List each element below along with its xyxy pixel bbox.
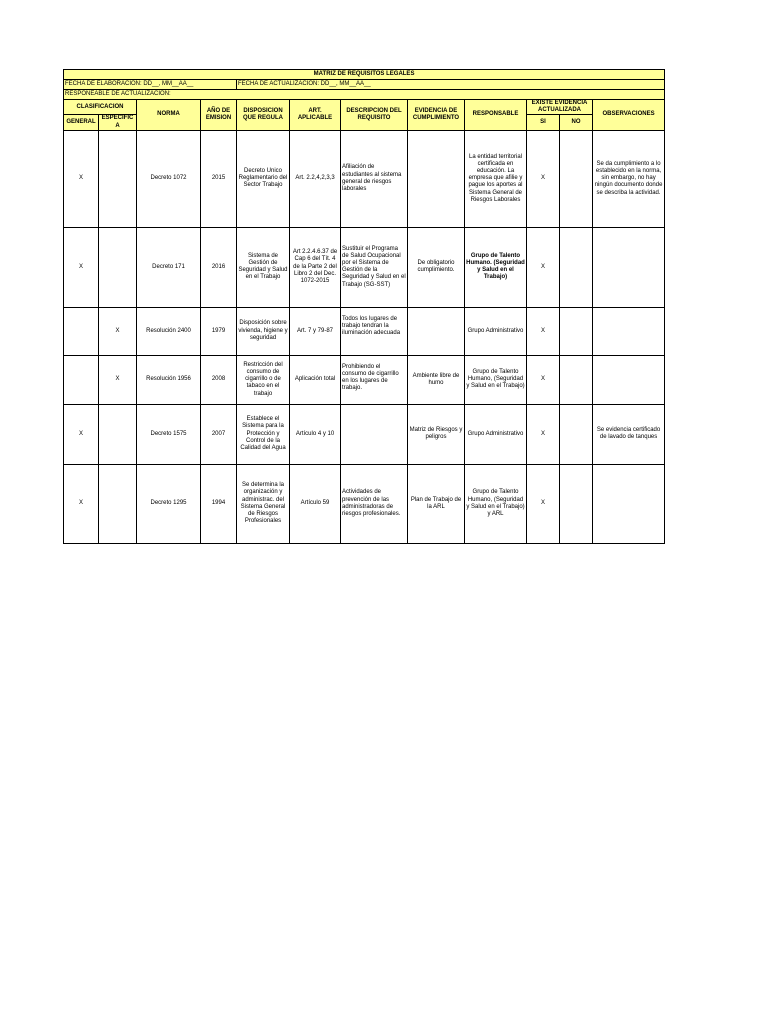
cell-evidencia: Plan de Trabajo de la ARL	[408, 464, 465, 543]
cell-disposicion: Se determina la organización y administrac. del Sistema General de Riesgos Profesionales	[237, 464, 290, 543]
cell-anio: 2015	[201, 130, 237, 227]
table-row	[64, 404, 665, 464]
cell-especifica	[99, 130, 137, 227]
cell-articulo: Aplicación total	[290, 355, 341, 404]
cell-general: X	[64, 464, 99, 543]
cell-disposicion: Sistema de Gestión de Seguridad y Salud en el Trabajo	[237, 227, 290, 307]
cell-responsable: Grupo Administrativo	[465, 404, 527, 464]
cell-si: X	[527, 404, 560, 464]
cell-especifica: X	[99, 307, 137, 355]
cell-observaciones: Se evidencia certificado de lavado de tanques	[593, 404, 665, 464]
header-responsable: RESPONSABLE	[465, 100, 527, 131]
cell-observaciones	[593, 464, 665, 543]
cell-anio: 2008	[201, 355, 237, 404]
cell-si: X	[527, 307, 560, 355]
cell-responsable: Grupo de Talento Humano, (Seguridad y Salud en el Trabajo)	[465, 355, 527, 404]
cell-si: X	[527, 227, 560, 307]
cell-observaciones: Se da cumplimiento a lo establecido en la norma, sin embargo, no hay ningún documento donde se describa la actividad.	[593, 130, 665, 227]
cell-especifica: X	[99, 355, 137, 404]
cell-general: X	[64, 227, 99, 307]
header-descripcion: DESCRIPCION DEL REQUISITO	[341, 100, 408, 131]
cell-observaciones	[593, 307, 665, 355]
cell-si: X	[527, 355, 560, 404]
cell-responsable: Grupo de Talento Humano, (Seguridad y Salud en el Trabajo) y ARL	[465, 464, 527, 543]
cell-evidencia	[408, 307, 465, 355]
cell-norma: Decreto 171	[137, 227, 201, 307]
cell-anio: 1979	[201, 307, 237, 355]
cell-no	[560, 464, 593, 543]
cell-evidencia	[408, 130, 465, 227]
cell-si: X	[527, 464, 560, 543]
cell-norma: Resolución 2400	[137, 307, 201, 355]
cell-general	[64, 355, 99, 404]
header-norma: NORMA	[137, 100, 201, 131]
header-articulo: ART. APLICABLE	[290, 100, 341, 131]
cell-no	[560, 227, 593, 307]
cell-general	[64, 307, 99, 355]
cell-no	[560, 355, 593, 404]
header-evidencia: EVIDENCIA DE CUMPLIMIENTO	[408, 100, 465, 131]
cell-descripcion	[341, 404, 408, 464]
fecha-actualizacion: FECHA DE ACTUALIZACION: DD__, MM__AA__	[237, 80, 665, 90]
cell-descripcion: Todos los lugares de trabajo tendran la iluminación adecuada	[341, 307, 408, 355]
header-existe-evidencia: EXISTE EVIDENCIA ACTUALIZADA	[527, 100, 593, 115]
cell-descripcion: Actividades de prevención de las administradoras de riesgos profesionales.	[341, 464, 408, 543]
cell-norma: Decreto 1072	[137, 130, 201, 227]
legal-requirements-matrix	[63, 69, 665, 544]
cell-norma: Decreto 1295	[137, 464, 201, 543]
table-row	[64, 130, 665, 227]
cell-articulo: Artículo 59	[290, 464, 341, 543]
cell-no	[560, 130, 593, 227]
cell-descripcion: Afiliación de estudiantes al sistema general de riesgos laborales	[341, 130, 408, 227]
cell-responsable: Grupo de Talento Humano. (Seguridad y Salud en el Trabajo)	[465, 227, 527, 307]
cell-general: X	[64, 404, 99, 464]
table-row	[64, 355, 665, 404]
cell-no	[560, 404, 593, 464]
cell-no	[560, 307, 593, 355]
cell-anio: 2016	[201, 227, 237, 307]
cell-observaciones	[593, 355, 665, 404]
header-clasificacion: CLASIFICACION	[64, 100, 137, 115]
cell-observaciones	[593, 227, 665, 307]
responsable-actualizacion: RESPONEABLE DE ACTUALIZACION:	[64, 90, 665, 100]
header-especifica: ESPECIFICA	[99, 115, 137, 130]
table-row	[64, 464, 665, 543]
cell-evidencia: De obligatorio cumplimiento.	[408, 227, 465, 307]
cell-disposicion: Disposición sobre vivienda, higiene y seguridad	[237, 307, 290, 355]
cell-disposicion: Restricción del consumo de cigarrillo o de tabaco en el trabajo	[237, 355, 290, 404]
cell-si: X	[527, 130, 560, 227]
cell-anio: 2007	[201, 404, 237, 464]
fecha-elaboracion: FECHA DE ELABORACION: DD__, MM__AA__	[64, 80, 237, 90]
header-anio: AÑO DE EMISION	[201, 100, 237, 131]
header-disposicion: DISPOSICION QUE REGULA	[237, 100, 290, 131]
cell-descripcion: Sustituir el Programa de Salud Ocupacional por el Sistema de Gestión de la Seguridad y Salud en el Trabajo (SG-SST)	[341, 227, 408, 307]
cell-especifica	[99, 227, 137, 307]
cell-general: X	[64, 130, 99, 227]
cell-articulo: Art. 2.2,4,2,3,3	[290, 130, 341, 227]
cell-disposicion: Decreto Unico Reglamentario del Sector Trabajo	[237, 130, 290, 227]
cell-articulo: Art 2.2.4.6.37 de Cap 6 del Tít. 4 de la Parte 2 del Libro 2 del Dec. 1072-2015	[290, 227, 341, 307]
cell-articulo: Art. 7 y 79-87	[290, 307, 341, 355]
matrix-title: MATRIZ DE REQUISITOS LEGALES	[64, 70, 665, 80]
cell-especifica	[99, 464, 137, 543]
header-no: NO	[560, 115, 593, 130]
cell-evidencia: Ambiente libre de humo	[408, 355, 465, 404]
cell-descripcion: Prohibiendo el consumo de cigarrillo en los lugares de trabajo.	[341, 355, 408, 404]
cell-articulo: Artículo 4 y 10	[290, 404, 341, 464]
table-row	[64, 227, 665, 307]
cell-responsable: Grupo Administrativo	[465, 307, 527, 355]
header-observaciones: OBSERVACIONES	[593, 100, 665, 131]
header-general: GENERAL	[64, 115, 99, 130]
cell-responsable: La entidad territorial certificada en educación. La empresa que afilie y pague los aportes al Sistema General de Riesgos Laborales	[465, 130, 527, 227]
header-si: SI	[527, 115, 560, 130]
cell-disposicion: Establece el Sistema para la Protección y Control de la Calidad del Agua	[237, 404, 290, 464]
cell-norma: Decreto 1575	[137, 404, 201, 464]
cell-anio: 1994	[201, 464, 237, 543]
table-row	[64, 307, 665, 355]
cell-evidencia: Matriz de Riesgos y peligros	[408, 404, 465, 464]
cell-especifica	[99, 404, 137, 464]
cell-norma: Resolución 1956	[137, 355, 201, 404]
